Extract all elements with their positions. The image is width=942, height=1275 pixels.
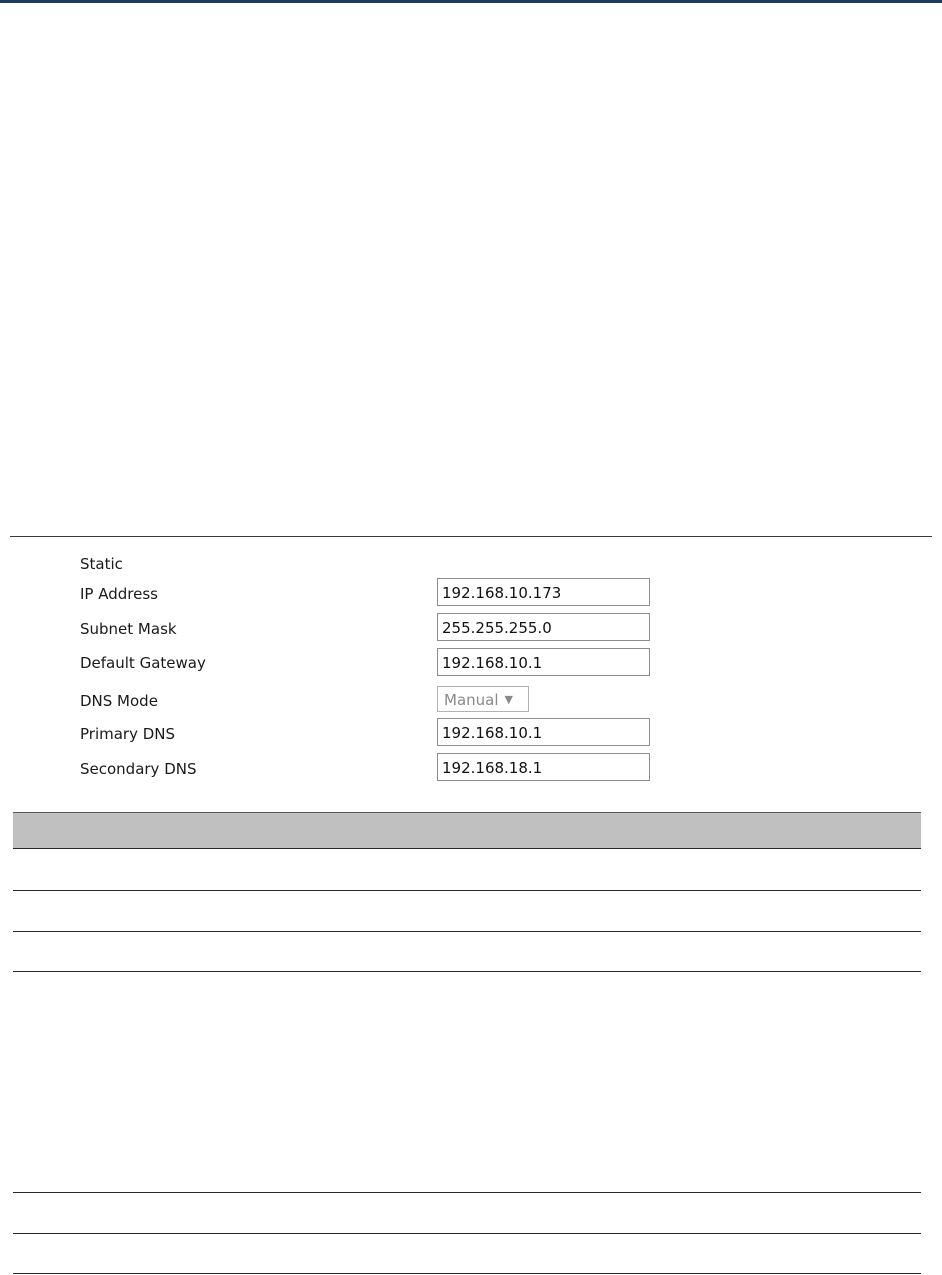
mode-label: Static [80, 555, 123, 573]
primary-dns-input[interactable]: 192.168.10.1 [437, 718, 650, 746]
table-row-divider [13, 1192, 921, 1193]
triangle-down-icon: ▼ [504, 693, 513, 706]
ip-address-label: IP Address [80, 585, 158, 603]
table-row-divider [13, 971, 921, 972]
secondary-dns-label: Secondary DNS [80, 760, 197, 778]
dns-mode-select[interactable] [437, 686, 529, 712]
table-row-divider [13, 1233, 921, 1234]
table-header [13, 812, 921, 849]
section-divider [10, 536, 932, 537]
default-gateway-input[interactable]: 192.168.10.1 [437, 648, 650, 676]
default-gateway-label: Default Gateway [80, 654, 206, 672]
subnet-mask-input[interactable]: 255.255.255.0 [437, 613, 650, 641]
top-accent-bar [0, 0, 942, 3]
dns-mode-label: DNS Mode [80, 692, 158, 710]
primary-dns-label: Primary DNS [80, 725, 176, 743]
secondary-dns-input[interactable]: 192.168.18.1 [437, 753, 650, 781]
subnet-mask-label: Subnet Mask [80, 620, 177, 638]
dns-mode-selected-value: Manual [444, 691, 499, 709]
table-row-divider [13, 890, 921, 891]
table-row-divider [13, 1273, 921, 1274]
table-row-divider [13, 931, 921, 932]
ip-address-input[interactable]: 192.168.10.173 [437, 578, 650, 606]
